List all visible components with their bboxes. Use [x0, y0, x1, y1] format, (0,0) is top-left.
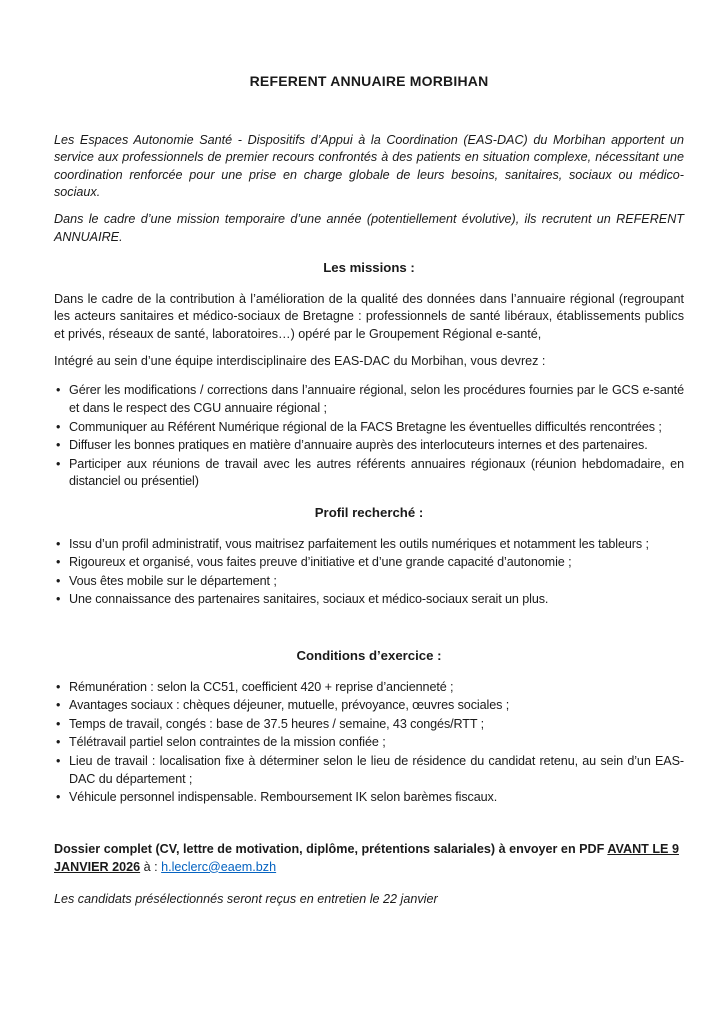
closing-link-prefix: à :: [140, 859, 162, 874]
list-item: • Participer aux réunions de travail avec les autres référents annuaires régionaux (réunion hebdomadaire, en distanciel ou présentiel): [54, 456, 684, 491]
list-item: • Vous êtes mobile sur le département ;: [54, 573, 684, 591]
deadline-text: AVANT LE 9 JANVIER 2026: [54, 841, 679, 874]
list-item: • Temps de travail, congés : base de 37.5 heures / semaine, 43 congés/RTT ;: [54, 716, 684, 734]
list-item: • Gérer les modifications / corrections dans l’annuaire régional, selon les procédures fournies par le GCS e-santé et dans le respect des CGU annuaire régional ;: [54, 382, 684, 417]
list-item: • Rémunération : selon la CC51, coefficient 420 + reprise d’ancienneté ;: [54, 679, 684, 697]
list-item: • Issu d’un profil administratif, vous maitrisez parfaitement les outils numériques et notamment les tableurs ;: [54, 536, 684, 554]
page-title: REFERENT ANNUAIRE MORBIHAN: [249, 73, 489, 89]
intro-paragraph-2: Dans le cadre d’une mission temporaire d’une année (potentiellement évolutive), ils recrutent un REFERENT ANNUAIRE.: [54, 212, 684, 244]
interview-note: Les candidats présélectionnés seront reçus en entretien le 22 janvier: [54, 892, 438, 907]
missions-bullet-list: [54, 382, 684, 491]
list-item: • Lieu de travail : localisation fixe à déterminer selon le lieu de résidence du candidat retenu, au sein d’un EAS-DAC du département ;: [54, 753, 684, 788]
missions-heading: Les missions :: [323, 260, 415, 276]
list-item: • Une connaissance des partenaires sanitaires, sociaux et médico-sociaux serait un plus.: [54, 591, 684, 609]
list-item: • Diffuser les bonnes pratiques en matière d’annuaire auprès des interlocuteurs internes et des partenaires.: [54, 437, 684, 455]
conditions-heading: Conditions d’exercice :: [296, 648, 442, 664]
conditions-bullet-list: [54, 679, 684, 807]
profile-bullet-list: [54, 536, 684, 610]
closing-instructions: [54, 841, 684, 876]
closing-bold-text: Dossier complet (CV, lettre de motivation, diplôme, prétentions salariales) à envoyer en PDF: [54, 841, 608, 856]
email-link[interactable]: h.leclerc@eaem.bzh: [161, 859, 277, 874]
intro-paragraph-1: Les Espaces Autonomie Santé - Dispositifs d’Appui à la Coordination (EAS-DAC) du Morbihan apportent un service aux professionnels de premier recours confrontés à des patients en situation complexe, nécessitant une coordination renforcée pour une prise en charge globale de leurs besoins, sanitaires, sociaux ou médico-sociaux.: [54, 132, 684, 200]
list-item: • Rigoureux et organisé, vous faites preuve d’initiative et d’une grande capacité d’autonomie ;: [54, 554, 684, 572]
list-item: • Avantages sociaux : chèques déjeuner, mutuelle, prévoyance, œuvres sociales ;: [54, 697, 684, 715]
list-item: • Véhicule personnel indispensable. Remboursement IK selon barèmes fiscaux.: [54, 789, 684, 807]
missions-paragraph-2: Intégré au sein d’une équipe interdisciplinaire des EAS-DAC du Morbihan, vous devrez :: [54, 353, 546, 368]
list-item: • Communiquer au Référent Numérique régional de la FACS Bretagne les éventuelles difficultés rencontrées ;: [54, 419, 684, 437]
profile-heading: Profil recherché :: [314, 505, 424, 521]
missions-paragraph-1: Dans le cadre de la contribution à l’amélioration de la qualité des données dans l’annuaire régional (regroupant les acteurs sanitaires et médico-sociaux de Bretagne : professionnels de santé libéraux, établissements publics et privés, réseaux de santé, laboratoires…) opéré par le Groupement Régional e-santé,: [54, 291, 684, 342]
list-item: • Télétravail partiel selon contraintes de la mission confiée ;: [54, 734, 684, 752]
